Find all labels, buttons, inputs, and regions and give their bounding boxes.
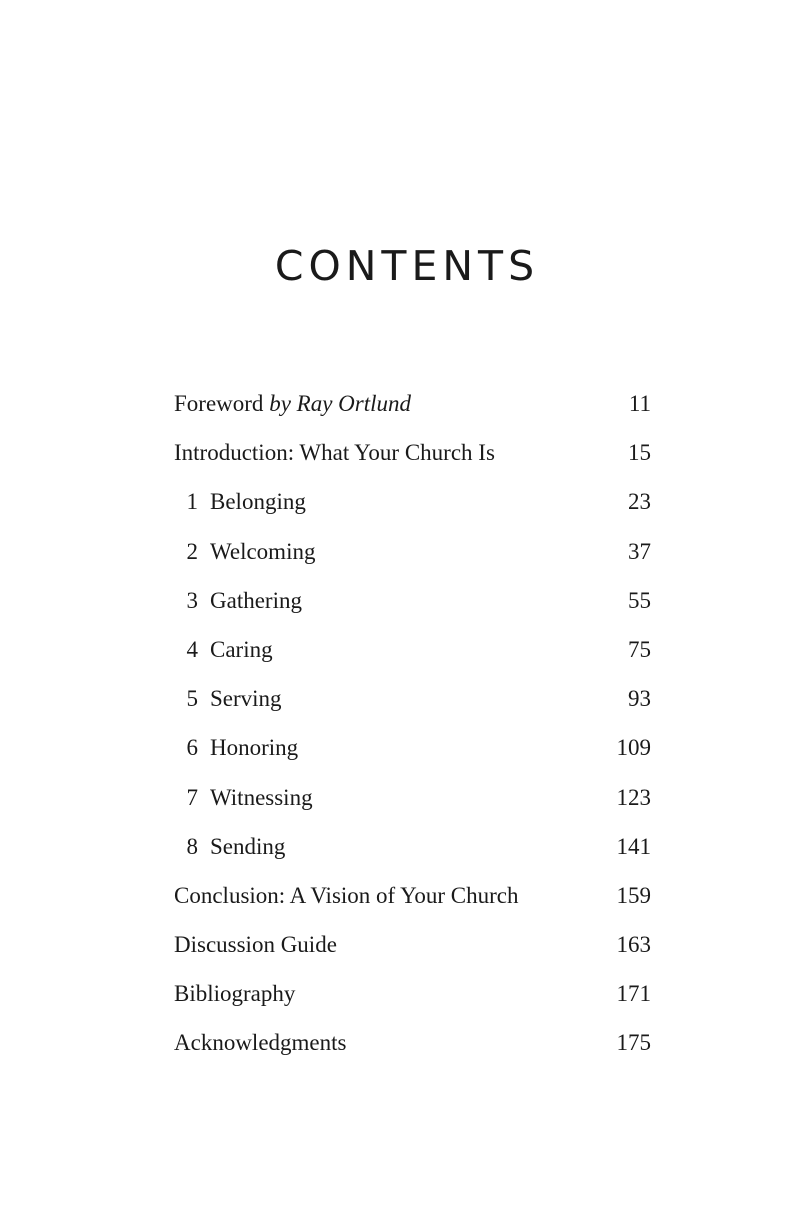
chapter-number: 5 (186, 686, 198, 712)
toc-entry-chapter-5 (174, 679, 651, 728)
entry-title: Bibliography (174, 981, 296, 1007)
page-number: 109 (616, 735, 651, 761)
toc-entry-chapter-1 (174, 482, 651, 531)
entry-title: Serving (210, 686, 282, 712)
toc-entry-chapter-7 (174, 778, 651, 827)
chapter-number: 2 (186, 538, 198, 564)
page-number: 163 (616, 932, 651, 958)
entry-title: Conclusion: A Vision of Your Church (174, 882, 519, 908)
entry-title: Witnessing (210, 784, 313, 810)
page-number: 123 (616, 784, 651, 810)
page-number: 15 (628, 440, 651, 466)
entry-title: Belonging (210, 489, 306, 515)
page-number: 93 (628, 686, 651, 712)
entry-author: by Ray Ortlund (269, 391, 411, 416)
entry-title: Foreword (174, 391, 264, 416)
page-number: 171 (616, 981, 651, 1007)
toc-entry-bibliography (174, 974, 651, 1023)
chapter-number: 7 (186, 784, 198, 810)
toc-entry-introduction (174, 433, 651, 482)
page-number: 175 (616, 1030, 651, 1056)
page-number: 37 (628, 538, 651, 564)
toc-entry-foreword (174, 384, 651, 433)
toc-entry-discussion-guide (174, 925, 651, 974)
chapter-number: 4 (186, 636, 198, 662)
toc-entry-acknowledgments (174, 1023, 651, 1072)
page-number: 23 (628, 489, 651, 515)
toc-entry-conclusion (174, 876, 651, 925)
toc-entry-chapter-8 (174, 827, 651, 876)
page-number: 55 (628, 587, 651, 613)
page-title: CONTENTS (274, 242, 540, 290)
chapter-number: 8 (186, 833, 198, 859)
entry-title: Welcoming (210, 538, 316, 564)
entry-title: Gathering (210, 587, 302, 613)
page-number: 159 (616, 882, 651, 908)
entry-title: Discussion Guide (174, 932, 337, 958)
chapter-number: 1 (186, 489, 198, 515)
chapter-number: 6 (186, 735, 198, 761)
entry-title: Introduction: What Your Church Is (174, 440, 495, 466)
toc-entry-chapter-4 (174, 630, 651, 679)
entry-title: Honoring (210, 735, 299, 761)
page-number: 11 (628, 391, 651, 416)
page-number: 141 (616, 833, 651, 859)
entry-title: Sending (210, 833, 286, 859)
chapter-number: 3 (186, 587, 198, 613)
table-of-contents (174, 384, 651, 1073)
toc-entry-chapter-2 (174, 532, 651, 581)
page-number: 75 (628, 636, 651, 662)
entry-title: Acknowledgments (174, 1030, 347, 1056)
toc-entry-chapter-6 (174, 728, 651, 777)
entry-title: Caring (210, 636, 273, 662)
toc-entry-chapter-3 (174, 581, 651, 630)
